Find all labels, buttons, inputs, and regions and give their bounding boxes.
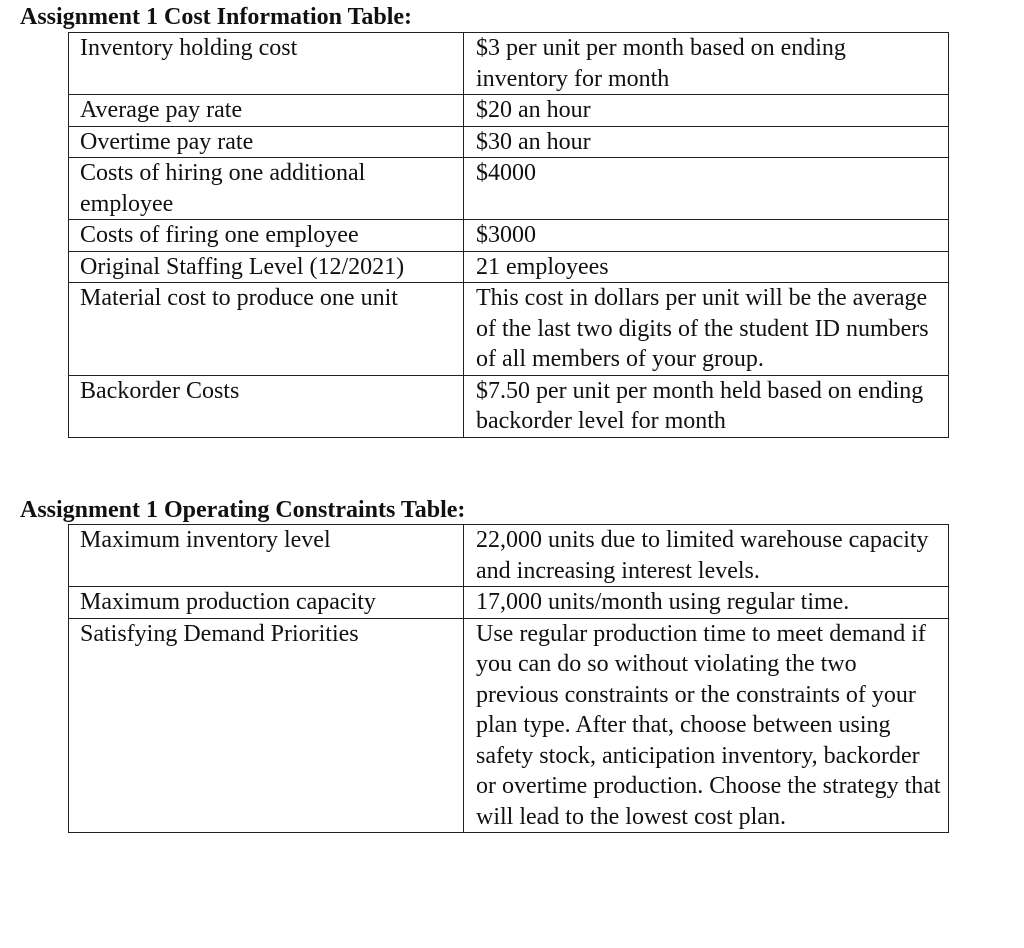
- table-row: [69, 283, 949, 376]
- cost-value: $7.50 per unit per month held based on ending backorder level for month: [464, 375, 949, 437]
- constraint-value: Use regular production time to meet demand if you can do so without violating the two previous constraints or the constraints of your plan type. After that, choose between using safety stock, anticipation inventory, backorder or overtime production. Choose the strategy that will lead to the lowest cost plan.: [464, 618, 949, 833]
- cost-value: $30 an hour: [464, 126, 949, 158]
- cost-value: 21 employees: [464, 251, 949, 283]
- table-row: [69, 95, 949, 127]
- cost-value: $4000: [464, 158, 949, 220]
- table-row: [69, 220, 949, 252]
- cost-label: Overtime pay rate: [69, 126, 464, 158]
- table-row: [69, 587, 949, 619]
- constraint-label: Satisfying Demand Priorities: [69, 618, 464, 833]
- table-row: [69, 618, 949, 833]
- table-row: [69, 33, 949, 95]
- table-row: [69, 375, 949, 437]
- constraint-value: 22,000 units due to limited warehouse capacity and increasing interest levels.: [464, 525, 949, 587]
- constraint-label: Maximum inventory level: [69, 525, 464, 587]
- cost-label: Costs of hiring one additional employee: [69, 158, 464, 220]
- table-row: [69, 158, 949, 220]
- cost-table-title: Assignment 1 Cost Information Table:: [20, 4, 413, 30]
- cost-label: Backorder Costs: [69, 375, 464, 437]
- table-row: [69, 525, 949, 587]
- cost-value: This cost in dollars per unit will be the average of the last two digits of the student ID numbers of all members of your group.: [464, 283, 949, 376]
- cost-label: Costs of firing one employee: [69, 220, 464, 252]
- operating-constraints-table: [68, 524, 949, 833]
- cost-label: Inventory holding cost: [69, 33, 464, 95]
- cost-label: Average pay rate: [69, 95, 464, 127]
- cost-value: $3000: [464, 220, 949, 252]
- cost-label: Original Staffing Level (12/2021): [69, 251, 464, 283]
- cost-label: Material cost to produce one unit: [69, 283, 464, 376]
- constraints-table-title: Assignment 1 Operating Constraints Table:: [20, 497, 466, 523]
- cost-value: $3 per unit per month based on ending inventory for month: [464, 33, 949, 95]
- cost-value: $20 an hour: [464, 95, 949, 127]
- constraint-value: 17,000 units/month using regular time.: [464, 587, 949, 619]
- cost-information-table: [68, 32, 949, 438]
- table-row: [69, 251, 949, 283]
- table-row: [69, 126, 949, 158]
- constraint-label: Maximum production capacity: [69, 587, 464, 619]
